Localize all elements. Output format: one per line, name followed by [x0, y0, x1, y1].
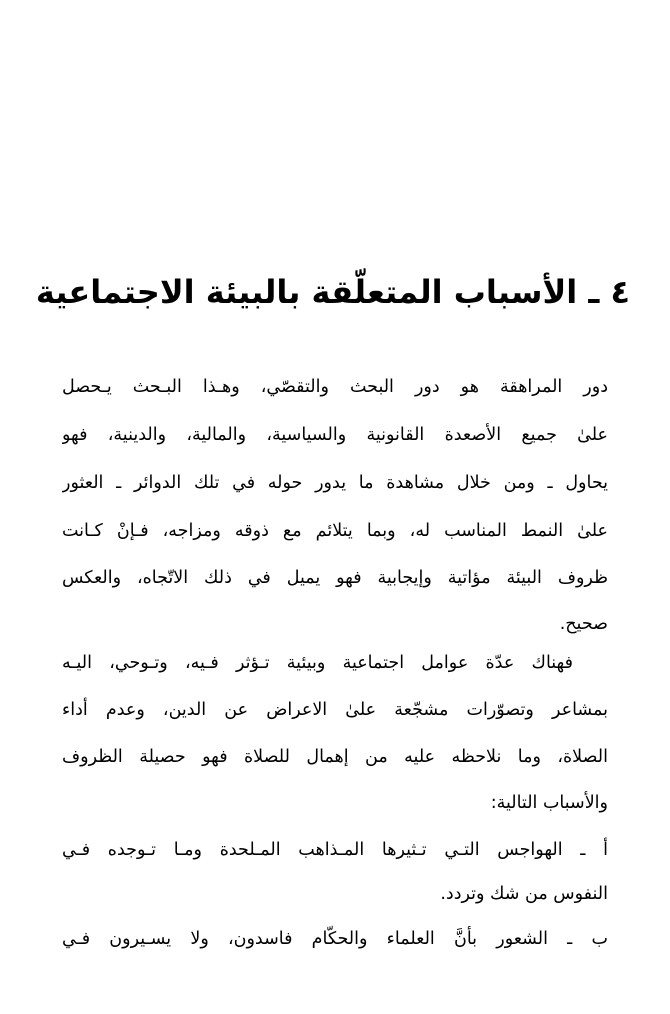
list-item-b-line-1: ب ـ الشعور بأنَّ العلماء والحكّام فاسدون، ولا يسـيرون فـي [62, 929, 608, 949]
paragraph-line-2: علىٰ جميع الأصعدة القانونية والسياسية، والمالية، والدينية، فهو [62, 425, 608, 445]
paragraph-line-5: ظروف البيئة مؤاتية وإيجابية فهو يميل في ذلك الاتّجاه، والعكس [62, 568, 608, 588]
list-item-a-line-2: النفوس من شك وتردد. [440, 884, 608, 904]
list-item-a-line-1: أ ـ الهواجس التـي تـثيرها المـذاهب المـلحدة ومـا تـوجده فـي [62, 840, 608, 860]
paragraph-line-7: فهناك عدّة عوامل اجتماعية وبيئية تـؤثر فـيه، وتـوحي، اليـه [62, 653, 573, 673]
paragraph-line-9: الصلاة، وما نلاحظه عليه من إهمال للصلاة فهو حصيلة الظروف [62, 747, 608, 767]
paragraph-line-1: دور المراهقة هو دور البحث والتقصّي، وهـذا البـحث يـحصل [62, 377, 608, 397]
section-heading: ٤ ـ الأسباب المتعلّقة بالبيئة الاجتماعية [35, 273, 630, 311]
paragraph-line-10: والأسباب التالية: [490, 793, 608, 813]
paragraph-line-4: علىٰ النمط المناسب له، وبما يتلائم مع ذوقه ومزاجه، فـإنْ كـانت [62, 521, 608, 541]
paragraph-line-6: صحيح. [559, 614, 608, 634]
paragraph-line-3: يحاول ـ ومن خلال مشاهدة ما يدور حوله في تلك الدوائر ـ العثور [62, 473, 608, 493]
paragraph-line-8: بمشاعر وتصوّرات مشجّعة علىٰ الاعراض عن الدين، وعدم أداء [62, 700, 608, 720]
